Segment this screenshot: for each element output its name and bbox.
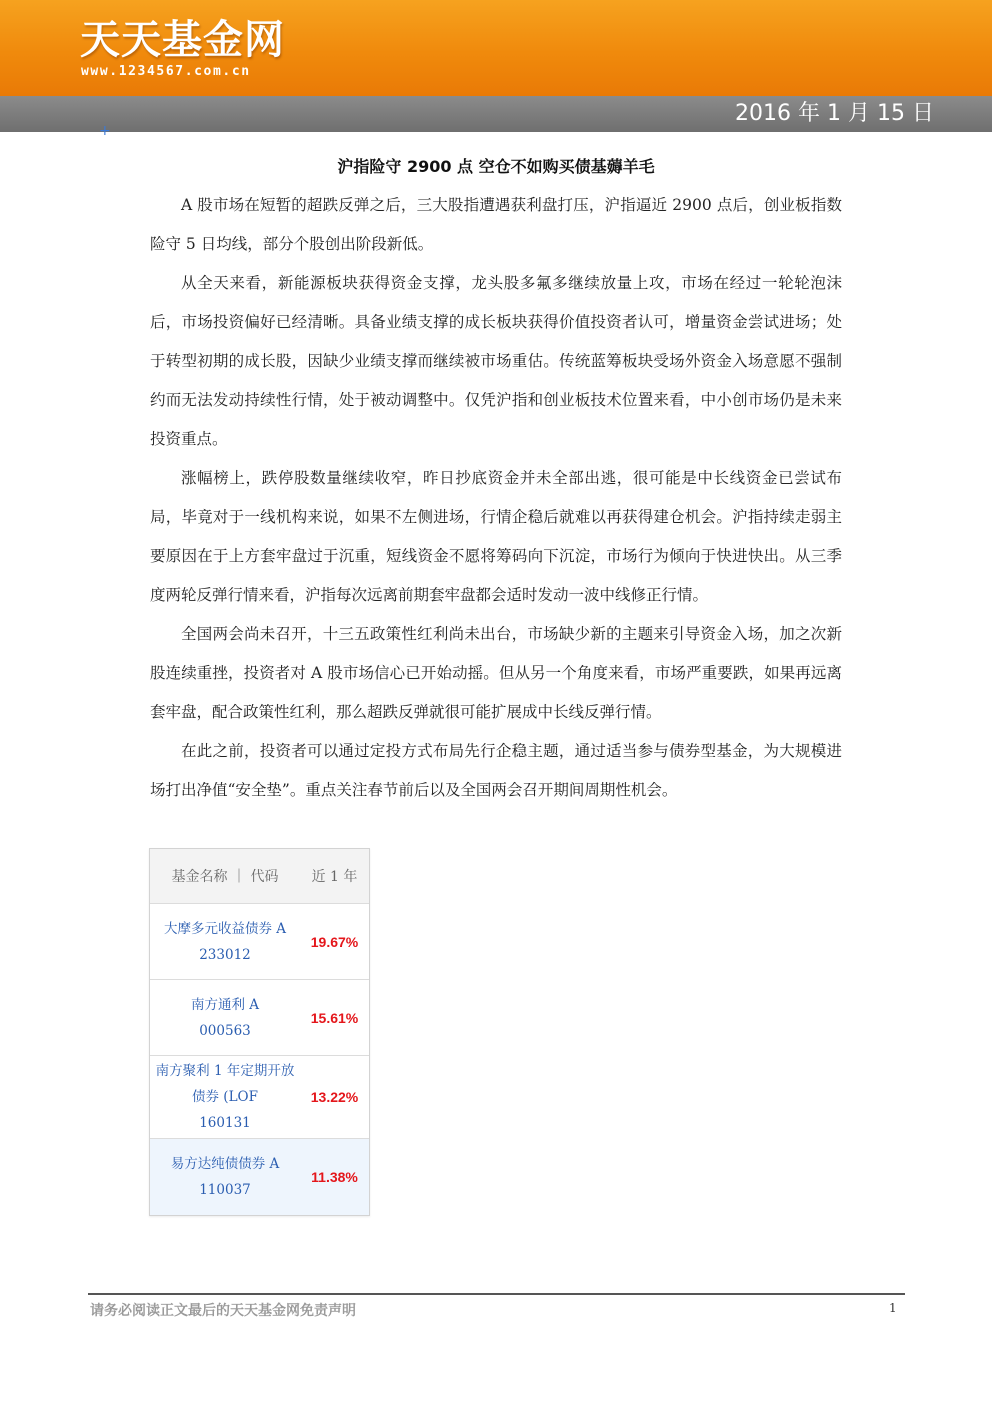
paragraph: 从全天来看，新能源板块获得资金支撑，龙头股多氟多继续放量上攻，市场在经过一轮轮泡沫后，市场投资偏好已经清晰。具备业绩支撑的成长板块获得价值投资者认可，增量资金尝试进场；处于转型初期的成长股，因缺少业绩支撑而继续被市场重估。传统蓝筹板块受场外资金入场意愿不强制约而无法发动持续性行情，处于被动调整中。仅凭沪指和创业板技术位置来看，中小创市场仍是未来投资重点。 bbox=[150, 274, 842, 448]
table-row[interactable] bbox=[150, 980, 369, 1056]
fund-name-link[interactable]: 大摩多元收益债券 A bbox=[163, 920, 287, 937]
footer-disclaimer: 请务必阅读正文最后的天天基金网免责声明 bbox=[90, 1303, 356, 1319]
article-title: 沪指险守 2900 点 空仓不如购买债基薅羊毛 bbox=[337, 157, 655, 176]
fund-name-link[interactable]: 易方达纯债债券 A bbox=[170, 1156, 280, 1172]
paragraph: 全国两会尚未召开，十三五政策性红利尚未出台，市场缺少新的主题来引导资金入场，加之次新股连续重挫，投资者对 A 股市场信心已开始动摇。但从另一个角度来看，市场严重要跌，如果再远离套牢盘，配合政策性红利，那么超跌反弹就很可能扩展成中长线反弹行情。 bbox=[150, 625, 842, 721]
paragraph: 涨幅榜上，跌停股数量继续收窄，昨日抄底资金并未全部出逃，很可能是中长线资金已尝试布局，毕竟对于一线机构来说，如果不左侧进场，行情企稳后就难以再获得建仓机会。沪指持续走弱主要原因在于上方套牢盘过于沉重，短线资金不愿将筹码向下沉淀，市场行为倾向于快进快出。从三季度两轮反弹行情来看，沪指每次远离前期套牢盘都会适时发动一波中线修正行情。 bbox=[150, 469, 842, 604]
plus-icon: + bbox=[99, 123, 111, 139]
site-logo-title: 天天基金网 bbox=[80, 16, 285, 63]
report-date: 2016 年 1 月 15 日 bbox=[735, 101, 934, 126]
fund-code: 233012 bbox=[199, 946, 251, 963]
fund-return: 15.61% bbox=[310, 1009, 359, 1026]
fund-table bbox=[149, 848, 370, 1216]
table-row[interactable] bbox=[150, 904, 369, 980]
page-number: 1 bbox=[889, 1301, 897, 1315]
fund-return: 13.22% bbox=[310, 1089, 359, 1105]
fund-code: 160131 bbox=[199, 1115, 251, 1131]
article-body bbox=[150, 186, 842, 810]
fund-code: 000563 bbox=[199, 1022, 251, 1039]
fund-table-header bbox=[150, 849, 369, 904]
fund-return: 11.38% bbox=[311, 1169, 358, 1185]
footer-divider bbox=[88, 1293, 905, 1295]
table-row[interactable] bbox=[150, 1056, 369, 1139]
fund-return: 19.67% bbox=[310, 933, 359, 950]
paragraph: 在此之前，投资者可以通过定投方式布局先行企稳主题，通过适当参与债券型基金，为大规模进场打出净值“安全垫”。重点关注春节前后以及全国两会召开期间周期性机会。 bbox=[150, 742, 842, 799]
site-logo-url: www.1234567.com.cn bbox=[81, 64, 251, 79]
table-row[interactable] bbox=[150, 1139, 369, 1215]
fund-name-link[interactable]: 南方聚利 1 年定期开放债券 (LOF bbox=[155, 1063, 295, 1105]
fund-name-link[interactable]: 南方通利 A bbox=[190, 996, 260, 1013]
fund-code: 110037 bbox=[199, 1182, 251, 1198]
paragraph: A 股市场在短暂的超跌反弹之后，三大股指遭遇获利盘打压，沪指逼近 2900 点后，创业板指数险守 5 日均线，部分个股创出阶段新低。 bbox=[150, 196, 842, 253]
header-fund-name: 基金名称 ｜ 代码 bbox=[171, 869, 279, 885]
header-return: 近 1 年 bbox=[311, 869, 358, 885]
